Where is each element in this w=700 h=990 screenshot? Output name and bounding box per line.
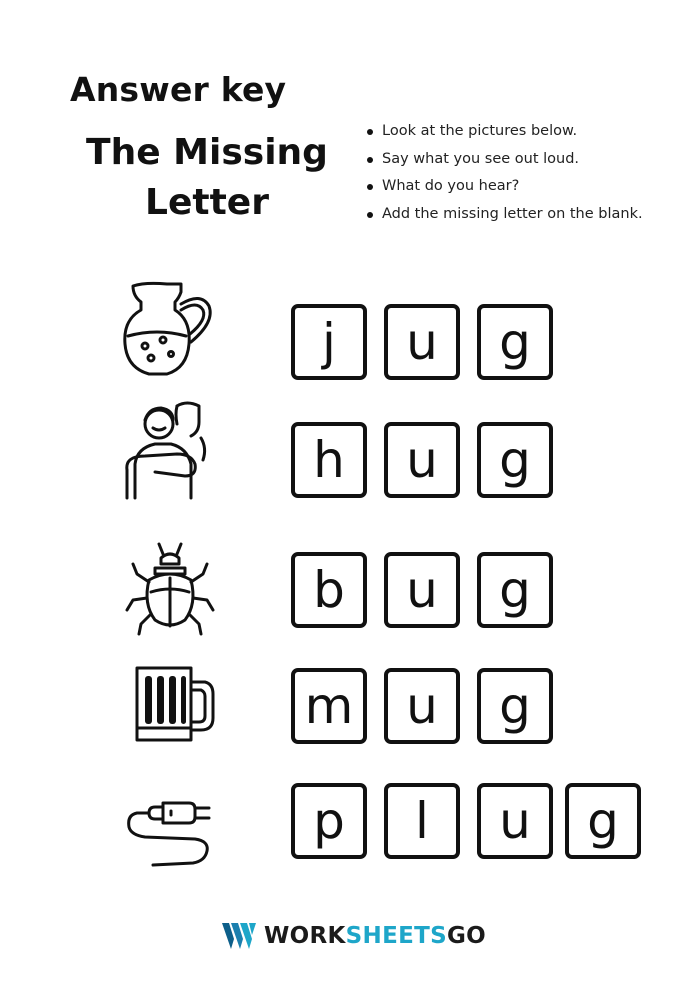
hug-icon: [115, 394, 225, 504]
mug-icon: [115, 660, 225, 770]
letter-box: [291, 304, 367, 380]
letter: u: [406, 677, 438, 735]
word-row-bug: [0, 544, 700, 624]
brand-wordmark: [264, 923, 486, 949]
letter: l: [415, 792, 429, 850]
brand-logo: [222, 918, 486, 954]
letter: b: [313, 561, 345, 619]
letter: p: [313, 792, 345, 850]
instruction-item: Add the missing letter on the blank.: [365, 204, 643, 232]
letter-box: [291, 783, 367, 859]
letter-box: [291, 552, 367, 628]
word-row-plug: [0, 775, 700, 855]
letter: g: [499, 561, 531, 619]
word-row-jug: [0, 296, 700, 376]
letter: u: [406, 313, 438, 371]
letter-box: [477, 783, 553, 859]
letter-box: [477, 668, 553, 744]
plug-icon: [115, 777, 225, 887]
letter: u: [406, 561, 438, 619]
letter: j: [322, 313, 336, 371]
answer-key-label: Answer key: [70, 70, 287, 109]
title-line-2: Letter: [145, 182, 269, 223]
letter-box: [291, 422, 367, 498]
brand-sheets: SHEETS: [345, 923, 447, 949]
letter-box: [384, 422, 460, 498]
letter-box: [384, 304, 460, 380]
instruction-item: Look at the pictures below.: [365, 121, 643, 149]
letter: u: [406, 431, 438, 489]
instruction-item: Say what you see out loud.: [365, 149, 643, 177]
instruction-item: What do you hear?: [365, 176, 643, 204]
letter-box: [477, 304, 553, 380]
letter: g: [499, 431, 531, 489]
letter-box: [477, 552, 553, 628]
letter-box: [384, 552, 460, 628]
instructions-list: [365, 121, 643, 231]
brand-work: WORK: [264, 923, 346, 949]
letter-box: [291, 668, 367, 744]
worksheet-title: [72, 128, 342, 228]
letter-box: [477, 422, 553, 498]
letter-box: [565, 783, 641, 859]
letter: u: [499, 792, 531, 850]
letter: m: [304, 677, 354, 735]
letter: h: [313, 431, 345, 489]
letter-box: [384, 668, 460, 744]
letter: g: [499, 313, 531, 371]
letter-box: [384, 783, 460, 859]
worksheetsgo-logo-icon: [222, 923, 256, 949]
title-line-1: The Missing: [86, 132, 328, 173]
word-row-mug: [0, 660, 700, 740]
letter: g: [499, 677, 531, 735]
bug-icon: [115, 534, 225, 644]
letter: g: [587, 792, 619, 850]
word-row-hug: [0, 414, 700, 494]
brand-go: GO: [446, 923, 486, 949]
jug-icon: [115, 278, 225, 388]
